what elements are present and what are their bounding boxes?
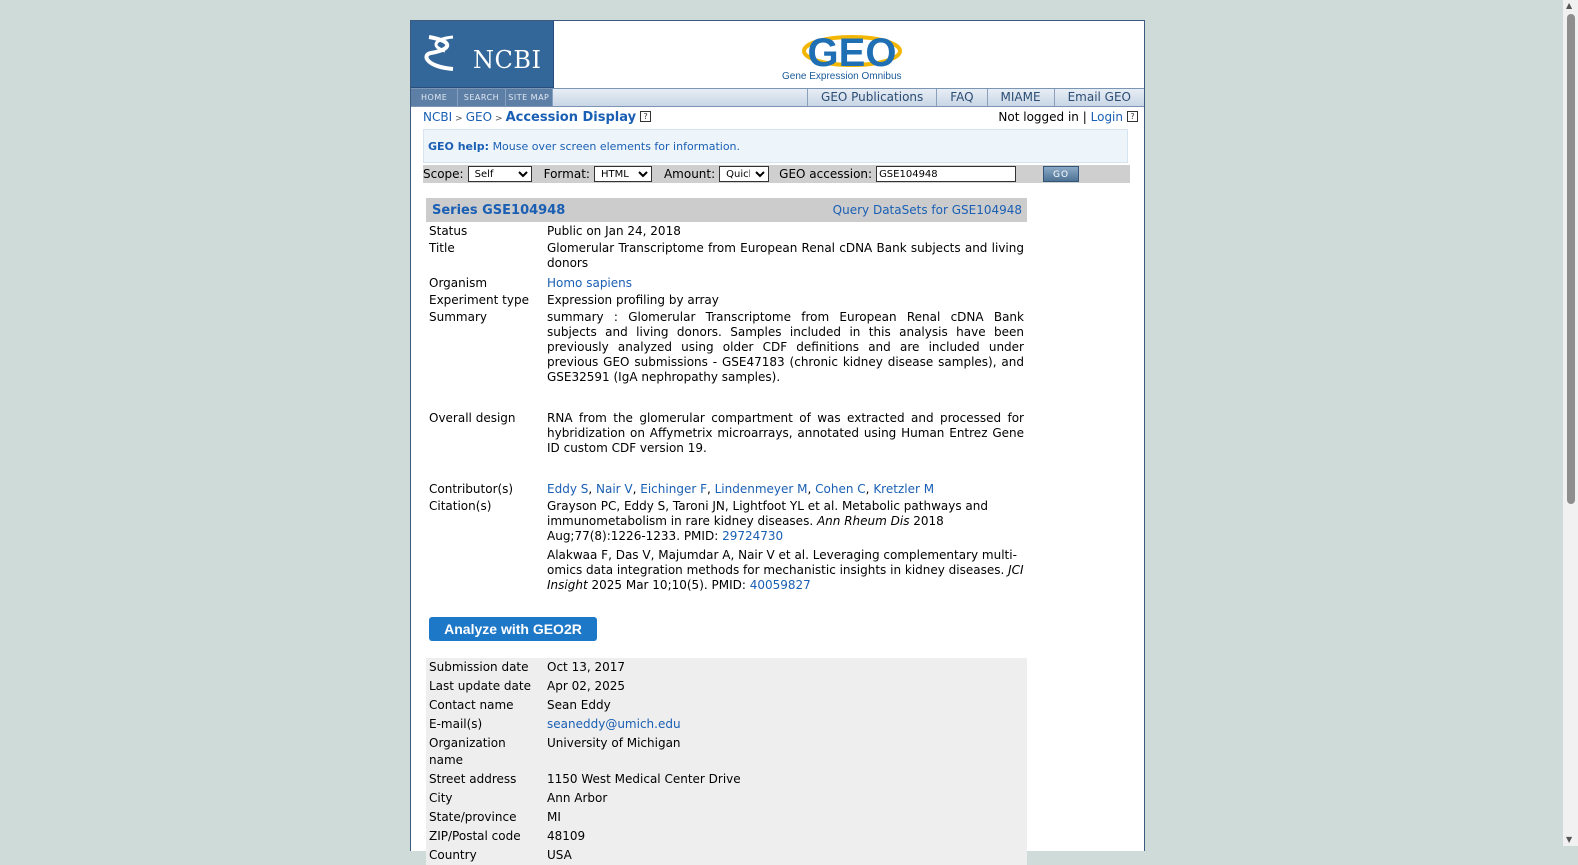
summary-label: Summary [429, 310, 487, 324]
series-header [426, 198, 1027, 222]
field-label: Street address [429, 772, 517, 786]
field-value: Ann Arbor [547, 791, 608, 805]
nav-miame[interactable]: MIAME [987, 89, 1054, 106]
field-value: Oct 13, 2017 [547, 660, 625, 674]
geo-subtitle: Gene Expression Omnibus [782, 71, 902, 82]
scroll-up-icon[interactable]: ▲ [1566, 1, 1573, 10]
query-datasets-link[interactable]: Query DataSets for GSE104948 [832, 203, 1022, 217]
analyze-geo2r-button[interactable]: Analyze with GEO2R [429, 617, 597, 641]
field-value: Sean Eddy [547, 698, 611, 712]
row-contributors [426, 481, 1027, 498]
row-status [426, 223, 1027, 240]
nav-faq[interactable]: FAQ [936, 89, 986, 106]
row-city [426, 789, 1027, 808]
login-status: Not logged in [998, 110, 1079, 124]
title-label: Title [429, 241, 455, 255]
organism-link[interactable]: Homo sapiens [547, 276, 633, 290]
citation-journal: JCI Insight [547, 563, 1024, 592]
row-organism [426, 275, 1027, 292]
field-label: Organization name [429, 736, 506, 767]
row-email [426, 715, 1027, 734]
query-controls [423, 165, 1130, 183]
series-details [426, 223, 1027, 598]
row-contact-name [426, 696, 1027, 715]
title-value: Glomerular Transcriptome from European Renal cDNA Bank subjects and living donors [547, 241, 1024, 270]
field-value: MI [547, 810, 561, 824]
row-submission-date [426, 658, 1027, 677]
contributor-link[interactable]: Nair V [596, 482, 633, 496]
pmid-link[interactable]: 40059827 [749, 578, 811, 592]
contact-details [426, 658, 1027, 865]
row-street [426, 770, 1027, 789]
organism-label: Organism [429, 276, 488, 290]
pmid-link[interactable]: 29724730 [722, 529, 784, 543]
top-navbar [411, 88, 1144, 107]
summary-value: summary : Glomerular Transcriptome from European Renal cDNA Bank subjects and living donors. Samples included in this analysis have been previously analyzed using older CDF definitions and are included under previous GEO submissions - GSE47183 (chronic kidney disease samples), and GSE32591 (IgA nephropathy samples). [547, 310, 1024, 384]
contributor-link[interactable]: Lindenmeyer M [714, 482, 808, 496]
contributors-list: Eddy S, Nair V, Eichinger F, Lindenmeyer M, Cohen C, Kretzler M [547, 482, 935, 496]
format-label: Format: [543, 167, 590, 181]
login-help-icon[interactable]: ? [1127, 111, 1138, 122]
nav-search[interactable]: SEARCH [458, 89, 505, 106]
field-label: ZIP/Postal code [429, 829, 521, 843]
citation-details: 2018 Aug;77(8):1226-1233. PMID: [547, 514, 944, 543]
page-scrollbar[interactable] [1563, 0, 1578, 846]
field-label: State/province [429, 810, 517, 824]
contributor-link[interactable]: Cohen C [815, 482, 866, 496]
contributor-link[interactable]: Kretzler M [873, 482, 935, 496]
scrollbar-thumb[interactable] [1567, 14, 1575, 504]
status-value: Public on Jan 24, 2018 [547, 224, 681, 238]
contributors-label: Contributor(s) [429, 482, 514, 496]
login-area [998, 110, 1138, 124]
overall-design-value: RNA from the glomerular compartment of was extracted and processed for hybridization on Affymetrix microarrays, annotated using Human Entrez Gene ID custom CDF version 19. [547, 411, 1024, 455]
geo-nav [807, 89, 1144, 106]
row-country [426, 846, 1027, 865]
field-label: Submission date [429, 660, 529, 674]
citation-text: Alakwaa F, Das V, Majumdar A, Nair V et al. Leveraging complementary multi-omics data integration methods for mechanistic insights in kidney diseases. [547, 548, 1017, 577]
scope-select[interactable] [468, 166, 532, 182]
citations-list [544, 498, 1027, 598]
email-link[interactable]: seaneddy@umich.edu [547, 717, 681, 731]
login-link[interactable]: Login [1090, 110, 1123, 124]
experiment-type-label: Experiment type [429, 293, 529, 307]
amount-label: Amount: [663, 167, 716, 181]
accession-label: GEO accession: [779, 167, 873, 181]
breadcrumb-ncbi[interactable]: NCBI [423, 110, 453, 124]
field-value: USA [547, 848, 572, 862]
row-summary [426, 309, 1027, 386]
row-overall-design [426, 410, 1027, 457]
field-value: University of Michigan [547, 736, 681, 750]
login-separator: | [1082, 110, 1087, 124]
breadcrumb-current: Accession Display [505, 110, 637, 125]
contributor-link[interactable]: Eddy S [547, 482, 589, 496]
nav-site-map[interactable]: SITE MAP [506, 89, 553, 106]
citation-item [547, 548, 1024, 593]
overall-design-label: Overall design [429, 411, 516, 425]
scroll-down-icon[interactable]: ▼ [1566, 835, 1573, 844]
contributor-link[interactable]: Eichinger F [640, 482, 707, 496]
ncbi-helix-icon [423, 33, 459, 73]
row-citations [426, 498, 1027, 598]
row-organization [426, 734, 1027, 770]
accession-input[interactable] [876, 166, 1016, 182]
help-icon[interactable]: ? [640, 111, 651, 122]
field-label: Country [429, 848, 477, 862]
row-last-update [426, 677, 1027, 696]
row-title [426, 240, 1027, 275]
field-value: 48109 [547, 829, 586, 843]
citation-details: 2025 Mar 10;10(5). PMID: [587, 578, 750, 592]
citation-journal: Ann Rheum Dis [816, 514, 910, 528]
status-label: Status [429, 224, 468, 238]
field-label: City [429, 791, 453, 805]
page-container [410, 20, 1145, 862]
breadcrumb-geo[interactable]: GEO [465, 110, 493, 124]
nav-email-geo[interactable]: Email GEO [1054, 89, 1144, 106]
geo-help-text: Mouse over screen elements for information. [492, 140, 741, 153]
field-value: Apr 02, 2025 [547, 679, 626, 693]
ncbi-logo-text: NCBI [473, 46, 542, 74]
field-value: 1150 West Medical Center Drive [547, 772, 741, 786]
geo-help-box [423, 129, 1128, 163]
format-select[interactable] [594, 166, 652, 182]
series-title: Series GSE104948 [432, 203, 566, 218]
citation-text: Grayson PC, Eddy S, Taroni JN, Lightfoot YL et al. Metabolic pathways and immunometabolism in rare kidney diseases. [547, 499, 988, 528]
nav-geo-publications[interactable]: GEO Publications [807, 89, 936, 106]
geo-header [554, 21, 1144, 88]
citation-item [547, 499, 1024, 544]
row-experiment-type [426, 292, 1027, 309]
scope-label: Scope: [423, 167, 464, 181]
citations-label: Citation(s) [429, 499, 492, 513]
amount-select[interactable] [719, 166, 769, 182]
row-state [426, 808, 1027, 827]
field-label: E-mail(s) [429, 717, 483, 731]
experiment-type-value: Expression profiling by array [547, 293, 719, 307]
ncbi-logo[interactable] [411, 21, 554, 88]
field-label: Last update date [429, 679, 531, 693]
field-label: Contact name [429, 698, 514, 712]
go-button[interactable]: GO [1043, 166, 1079, 182]
geo-help-label: GEO help: [428, 140, 490, 153]
row-zip [426, 827, 1027, 846]
geo-logo-text: GEO [807, 31, 897, 75]
breadcrumb: NCBI > GEO > Accession Display ? [423, 110, 651, 125]
ncbi-nav [411, 89, 553, 106]
nav-home[interactable]: HOME [411, 89, 458, 106]
